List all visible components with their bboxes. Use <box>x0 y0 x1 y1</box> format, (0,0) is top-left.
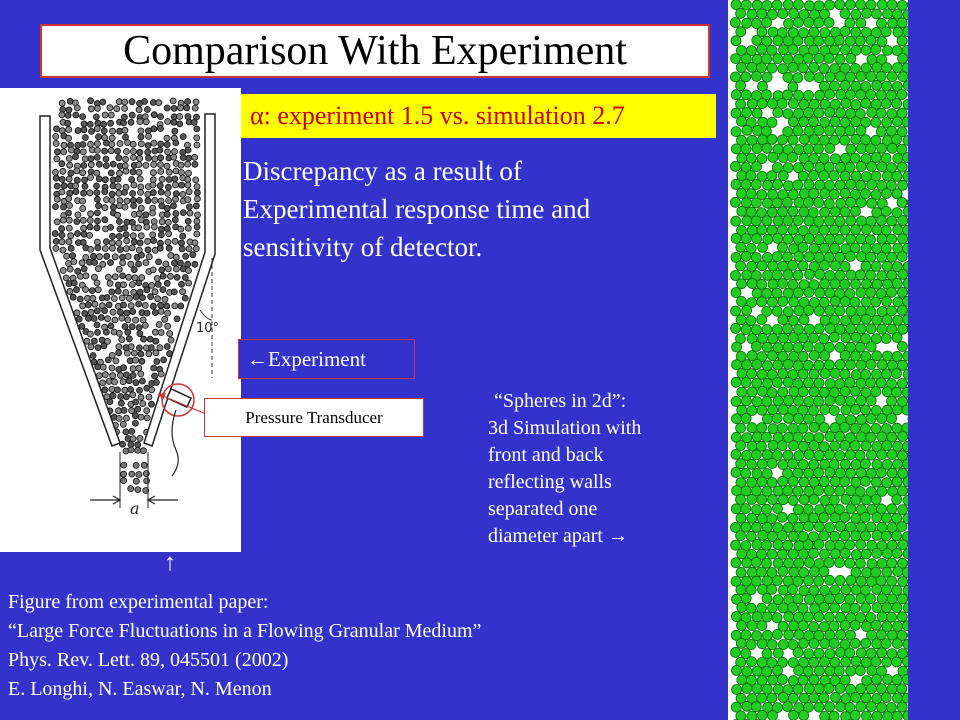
experiment-label: Experiment <box>268 346 366 371</box>
spheres-note-line: diameter apart <box>488 525 603 547</box>
citation-line: E. Longhi, N. Easwar, N. Menon <box>8 678 272 700</box>
pressure-transducer-label-box <box>204 398 424 437</box>
discrepancy-line: sensitivity of detector. <box>243 232 483 262</box>
spheres-note-line: “Spheres in 2d”: <box>494 390 627 412</box>
simulation-spheres <box>728 0 908 720</box>
experiment-figure <box>0 88 241 552</box>
slide-title-box <box>40 24 710 78</box>
spheres-note-line: separated one <box>488 498 598 520</box>
slide-title: Comparison With Experiment <box>123 28 627 74</box>
citation <box>8 588 708 704</box>
hopper-granular-balls <box>52 98 200 494</box>
spheres-note-line: 3d Simulation with <box>488 417 642 439</box>
simulation-image <box>728 0 908 720</box>
citation-line: Phys. Rev. Lett. 89, 045501 (2002) <box>8 649 289 671</box>
citation-line: Figure from experimental paper: <box>8 591 269 613</box>
citation-line: “Large Force Fluctuations in a Flowing Granular Medium” <box>8 620 482 642</box>
experiment-label-box <box>238 339 415 379</box>
spheres-note-line: reflecting walls <box>488 471 612 493</box>
alpha-symbol: α <box>250 101 264 130</box>
discrepancy-line: Discrepancy as a result of <box>243 156 522 186</box>
angle-label: 10° <box>196 321 220 336</box>
spheres-note-line-last <box>488 523 718 550</box>
discrepancy-text <box>243 152 713 266</box>
alpha-comparison-box <box>240 94 716 138</box>
aperture-label: a <box>130 499 140 518</box>
hopper-diagram <box>0 88 241 552</box>
right-arrow-icon: → <box>602 525 628 547</box>
spheres-note-line: front and back <box>488 444 604 466</box>
up-arrow-icon: ↑ <box>164 550 176 576</box>
pressure-transducer-label: Pressure Transducer <box>245 407 383 427</box>
spheres-note <box>488 388 718 550</box>
alpha-text: : experiment 1.5 vs. simulation 2.7 <box>263 101 625 130</box>
left-arrow-icon: ← <box>247 346 268 371</box>
pressure-pointer <box>150 380 210 420</box>
discrepancy-line: Experimental response time and <box>243 194 591 224</box>
angle-arc <box>200 310 212 320</box>
